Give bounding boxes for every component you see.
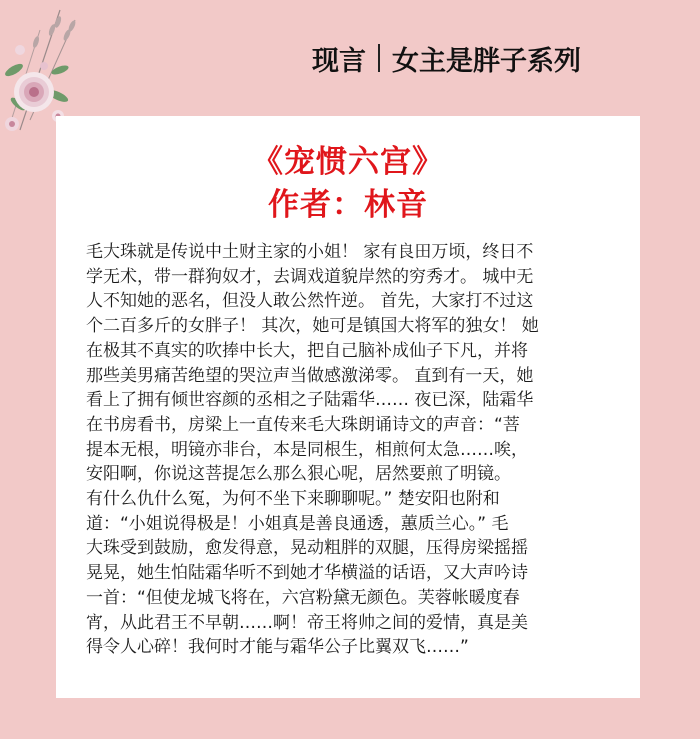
synopsis-line: 晃晃，她生怕陆霜华听不到她才华横溢的话语，又大声吟诗 [86, 563, 528, 584]
synopsis-line: 得令人心碎！我何时才能与霜华公子比翼双飞……” [86, 637, 469, 658]
synopsis-line: 在书房看书，房梁上一直传来毛大珠朗诵诗文的声音：“菩 [86, 414, 520, 435]
synopsis-line: 看上了拥有倾世容颜的丞相之子陆霜华…… 夜已深，陆霜华 [86, 390, 534, 411]
header-divider [378, 44, 380, 72]
synopsis-line: 提本无根，明镜亦非台，本是同根生，相煎何太急……唉， [86, 439, 528, 460]
category-label: 现言 [312, 45, 366, 77]
synopsis-line: 一首：“但使龙城飞将在，六宫粉黛无颜色。芙蓉帐暖度春 [86, 587, 520, 608]
author-line: 作者：林音 [268, 187, 428, 223]
synopsis-line: 宵，从此君王不早朝……啊！帝王将帅之间的爱情，真是美 [86, 612, 528, 633]
synopsis-line: 个二百多斤的女胖子！ 其次，她可是镇国大将军的独女！ 她 [86, 316, 539, 337]
synopsis-line: 安阳啊，你说这菩提怎么那么狠心呢，居然要煎了明镜。 [86, 464, 511, 485]
series-label: 女主是胖子系列 [392, 45, 581, 77]
synopsis-line: 那些美男痛苦绝望的哭泣声当做感激涕零。 直到有一天，她 [86, 365, 534, 386]
synopsis-line: 人不知她的恶名，但没人敢公然忤逆。 首先，大家打不过这 [86, 291, 534, 312]
synopsis-line: 道：“小姐说得极是！小姐真是善良通透，蕙质兰心。” 毛 [86, 513, 509, 534]
series-header [312, 38, 581, 78]
synopsis-text [86, 240, 610, 660]
synopsis-line: 学无术，带一群狗奴才，去调戏道貌岸然的穷秀才。 城中无 [86, 266, 534, 287]
synopsis-line: 有什么仇什么冤，为何不坐下来聊聊呢。” 楚安阳也附和 [86, 489, 500, 510]
book-title: 《宠惯六宫》 [252, 144, 444, 180]
synopsis-line: 毛大珠就是传说中土财主家的小姐！ 家有良田万顷，终日不 [86, 242, 534, 262]
book-card [56, 116, 640, 698]
synopsis-line: 在极其不真实的吹捧中长大，把自己脑补成仙子下凡，并将 [86, 340, 528, 361]
synopsis-line: 大珠受到鼓励，愈发得意，晃动粗胖的双腿，压得房梁摇摇 [86, 538, 528, 559]
